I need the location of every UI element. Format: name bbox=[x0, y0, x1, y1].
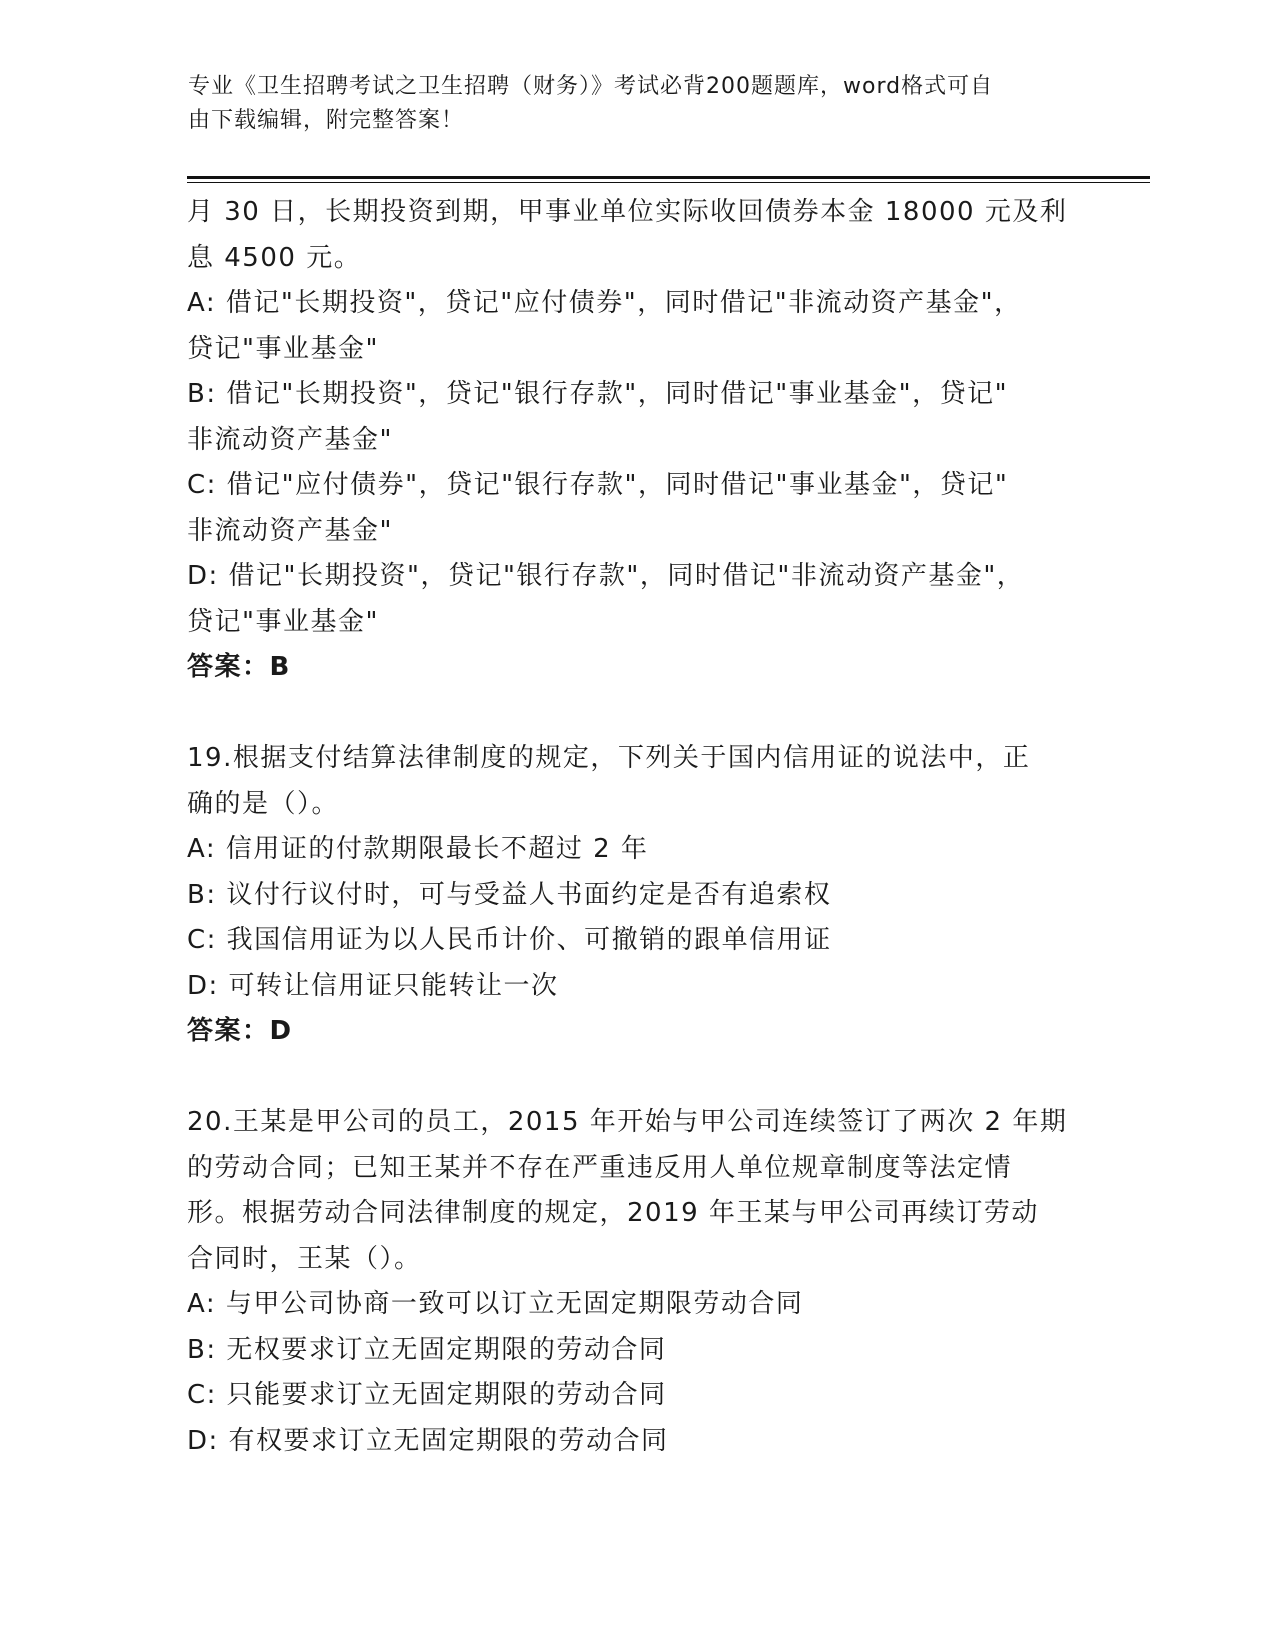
option-d-line: D: 有权要求订立无固定期限的劳动合同 bbox=[187, 1425, 669, 1456]
option-a-line: A: 与甲公司协商一致可以订立无固定期限劳动合同 bbox=[187, 1289, 804, 1319]
question-19 bbox=[187, 736, 1087, 1055]
question-stem-line: 息 4500 元。 bbox=[187, 242, 362, 273]
question-stem-line: 合同时，王某（）。 bbox=[187, 1243, 422, 1274]
answer-label: 答案：D bbox=[187, 1016, 293, 1046]
question-18 bbox=[187, 190, 1087, 691]
question-stem-line: 形。根据劳动合同法律制度的规定，2019 年王某与甲公司再续订劳动 bbox=[187, 1198, 1039, 1228]
header-line-1: 专业《卫生招聘考试之卫生招聘（财务）》考试必背200题题库，word格式可自 bbox=[188, 74, 994, 99]
option-a-line: A: 借记"长期投资"，贷记"应付债券"，同时借记"非流动资产基金"， bbox=[187, 288, 1022, 318]
question-stem-line: 确的是（）。 bbox=[187, 788, 340, 819]
header-rule-thin bbox=[187, 182, 1150, 183]
question-stem-line: 月 30 日，长期投资到期，甲事业单位实际收回债券本金 18000 元及利 bbox=[187, 197, 1068, 227]
document-header bbox=[188, 70, 1068, 138]
question-stem-line: 20.王某是甲公司的员工，2015 年开始与甲公司连续签订了两次 2 年期 bbox=[187, 1107, 1068, 1137]
header-line-2: 由下载编辑，附完整答案！ bbox=[188, 108, 465, 133]
option-a-line: 贷记"事业基金" bbox=[187, 333, 379, 364]
option-b-line: 非流动资产基金" bbox=[187, 424, 393, 455]
question-stem-line: 19.根据支付结算法律制度的规定，下列关于国内信用证的说法中，正 bbox=[187, 743, 1031, 773]
option-c-line: C: 我国信用证为以人民币计价、可撤销的跟单信用证 bbox=[187, 925, 832, 955]
option-b-line: B: 议付行议付时，可与受益人书面约定是否有追索权 bbox=[187, 879, 832, 910]
option-d-line: D: 借记"长期投资"，贷记"银行存款"，同时借记"非流动资产基金"， bbox=[187, 561, 1025, 591]
question-stem-line: 的劳动合同；已知王某并不存在严重违反用人单位规章制度等法定情 bbox=[187, 1152, 1013, 1183]
spacer bbox=[187, 1055, 1087, 1101]
option-d-line: D: 可转让信用证只能转让一次 bbox=[187, 970, 559, 1001]
option-a-line: A: 信用证的付款期限最长不超过 2 年 bbox=[187, 834, 649, 864]
option-b-line: B: 无权要求订立无固定期限的劳动合同 bbox=[187, 1334, 667, 1365]
spacer bbox=[187, 691, 1087, 737]
option-c-line: 非流动资产基金" bbox=[187, 515, 393, 546]
option-d-line: 贷记"事业基金" bbox=[187, 606, 379, 637]
answer-label: 答案：B bbox=[187, 652, 291, 682]
document-body bbox=[187, 190, 1087, 1464]
question-20 bbox=[187, 1100, 1087, 1464]
option-c-line: C: 只能要求订立无固定期限的劳动合同 bbox=[187, 1380, 667, 1410]
option-b-line: B: 借记"长期投资"，贷记"银行存款"，同时借记"事业基金"，贷记" bbox=[187, 379, 1009, 409]
header-rule-thick bbox=[187, 176, 1150, 179]
option-c-line: C: 借记"应付债券"，贷记"银行存款"，同时借记"事业基金"，贷记" bbox=[187, 470, 1009, 500]
